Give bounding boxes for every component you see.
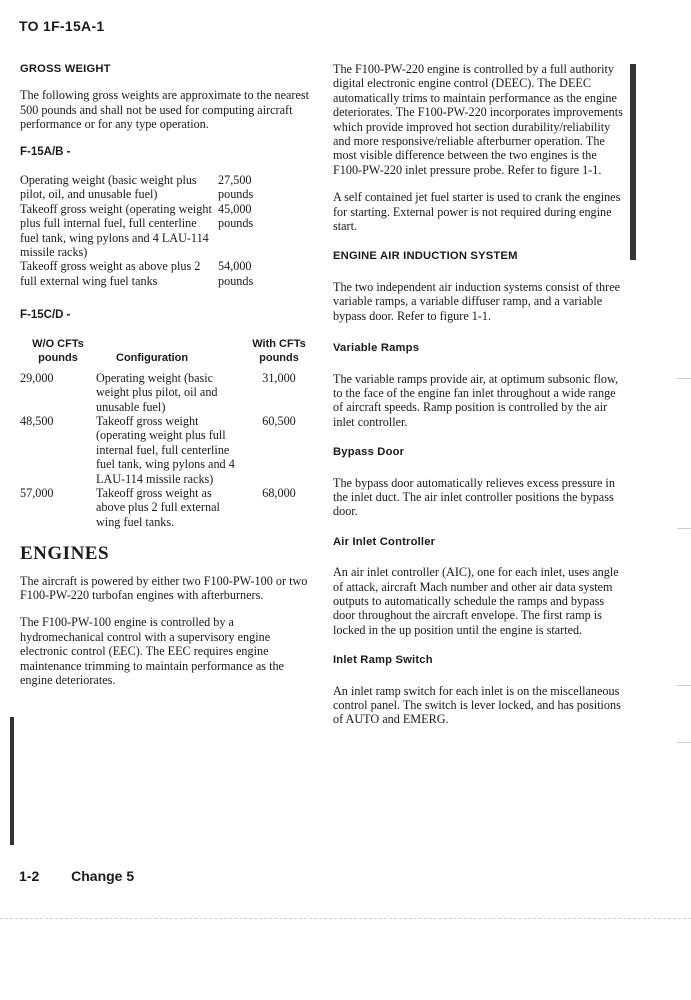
weight-value-cell <box>218 259 312 288</box>
margin-tick <box>677 685 691 686</box>
configuration-desc: Takeoff gross weight as above plus 2 full external wing fuel tanks. <box>96 485 220 529</box>
col-header-with-cfts: With CFTs pounds <box>252 337 306 364</box>
table-row <box>20 371 312 414</box>
page-footer <box>19 868 162 884</box>
weight-unit: pounds <box>218 273 254 288</box>
scan-edge-line <box>0 918 691 919</box>
inlet-ramp-switch-text: An inlet ramp switch for each inlet is on the miscellaneous control panel. The switch is lever locked, and has positions of AUTO and EMERG. <box>333 683 621 727</box>
col-header-configuration: Configuration <box>116 351 189 364</box>
engines-paragraph-2: The F100-PW-100 engine is controlled by a hydromechanical control with a supervisory engine electronic control (EEC). The EEC requires engine maintenance trimming to maintain performance as the engine deteriorates. <box>20 615 284 687</box>
f15ab-label: F-15A/B - <box>20 145 71 158</box>
engines-paragraph-1: The aircraft is powered by either two F100-PW-100 or two F100-PW-220 turbofan engines with afterburners. <box>20 573 308 602</box>
table-row <box>20 414 312 486</box>
engines-paragraph-4: A self contained jet fuel starter is used to crank the engines for starting. External power is not required during engine start. <box>333 190 621 234</box>
table-header-row <box>20 337 312 371</box>
table-row <box>20 202 312 260</box>
weight-desc: Takeoff gross weight (operating weight plus full internal fuel, full centerline fuel tank, wing pylons and 4 LAU-114 missile racks) <box>20 201 212 260</box>
left-column <box>20 62 312 698</box>
weight-value-cell <box>218 173 312 202</box>
weight-value: 45,000 <box>218 201 252 216</box>
page-number: 1-2 <box>19 868 40 884</box>
table-row <box>20 173 312 202</box>
with-cfts-value: 68,000 <box>262 485 296 500</box>
weight-unit: pounds <box>218 216 254 231</box>
col-header-wo-cfts: W/O CFTs pounds <box>32 337 84 364</box>
air-inlet-controller-heading: Air Inlet Controller <box>333 535 436 548</box>
configuration-desc: Operating weight (basic weight plus pilot, oil and unusable fuel) <box>96 370 218 414</box>
right-column <box>333 62 625 738</box>
bypass-door-text: The bypass door automatically relieves excess pressure in the inlet duct. The air inlet controller positions the bypass door. <box>333 475 615 519</box>
with-cfts-value: 31,000 <box>262 370 296 385</box>
with-cfts-value: 60,500 <box>262 413 296 428</box>
margin-tick <box>677 528 691 529</box>
weight-value: 54,000 <box>218 259 252 274</box>
weight-value-cell <box>218 202 312 260</box>
weight-value: 27,500 <box>218 173 252 188</box>
document-id: TO 1F-15A-1 <box>19 18 105 34</box>
configuration-desc: Takeoff gross weight (operating weight plus full internal fuel, full centerline fuel tank, wing pylons and 4 LAU-114 missile racks) <box>96 413 235 486</box>
engines-paragraph-3: The F100-PW-220 engine is controlled by a full authority digital electronic engine control (DEEC). The DEEC automatically trims to maintain performance as the engine deteriorates. The F100-PW-220 incorporates improvements which provide improved hot section durability/reliability and more responsive/reliable afterburner operation. The most visible difference between the two engines is the F100-PW-220 inlet pressure probe. Refer to figure 1-1. <box>333 62 623 177</box>
weight-desc: Operating weight (basic weight plus pilot, oil, and unusable fuel) <box>20 173 197 202</box>
wo-cfts-value: 29,000 <box>20 370 54 385</box>
gross-weight-intro: The following gross weights are approximate to the nearest 500 pounds and shall not be used for computing aircraft performance or for any type operation. <box>20 88 310 132</box>
variable-ramps-heading: Variable Ramps <box>333 342 420 355</box>
air-inlet-controller-text: An air inlet controller (AIC), one for each inlet, uses angle of attack, aircraft Mach number and other air data system outputs to automatically schedule the ramps and bypass door throughout the aircraft envelope. The first ramp is locked in the up position until the engine is started. <box>333 565 619 637</box>
change-number: Change 5 <box>71 868 135 884</box>
weight-unit: pounds <box>218 187 254 202</box>
engines-heading: ENGINES <box>20 543 110 565</box>
wo-cfts-value: 57,000 <box>20 485 54 500</box>
wo-cfts-value: 48,500 <box>20 413 54 428</box>
f15cd-weight-table <box>20 337 312 529</box>
table-row <box>20 486 312 529</box>
table-row <box>20 259 312 288</box>
change-bar-engines <box>10 717 14 845</box>
induction-heading: ENGINE AIR INDUCTION SYSTEM <box>333 250 518 263</box>
margin-tick <box>677 378 691 379</box>
gross-weight-heading: GROSS WEIGHT <box>20 63 111 75</box>
bypass-door-heading: Bypass Door <box>333 446 405 459</box>
induction-intro: The two independent air induction systems consist of three variable ramps, a variable diffuser ramp, and a variable bypass door. Refer to figure 1-1. <box>333 279 621 323</box>
change-bar-deec <box>630 64 636 260</box>
variable-ramps-text: The variable ramps provide air, at optimum subsonic flow, to the face of the engine fan inlet throughout a wide range of aircraft speeds. Ramp position is controlled by the air inlet controller. <box>333 371 619 429</box>
inlet-ramp-switch-heading: Inlet Ramp Switch <box>333 654 433 667</box>
weight-desc: Takeoff gross weight as above plus 2 full external wing fuel tanks <box>20 259 201 288</box>
f15ab-weight-table <box>20 173 312 288</box>
f15cd-label: F-15C/D - <box>20 309 71 322</box>
margin-tick <box>677 742 691 743</box>
